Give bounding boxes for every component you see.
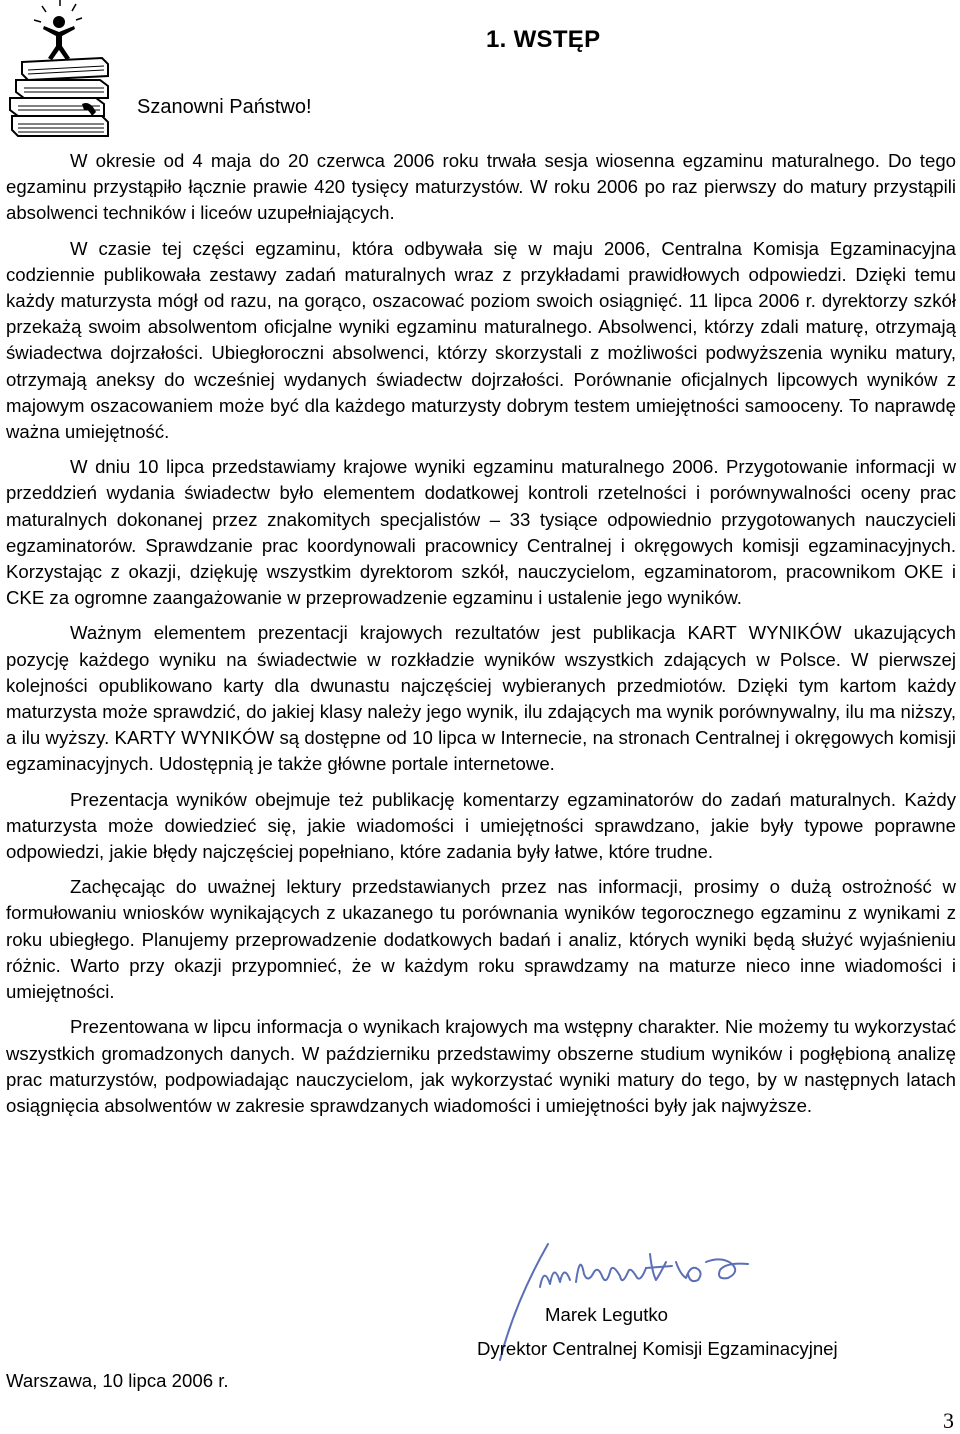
page-number: 3	[943, 1408, 954, 1433]
signature-block	[470, 1232, 940, 1372]
book-stack-figure-icon	[4, 0, 124, 142]
signer-role: Dyrektor Centralnej Komisji Egzaminacyjnej	[477, 1338, 838, 1359]
signer-name: Marek Legutko	[545, 1304, 668, 1325]
paragraph-1: W okresie od 4 maja do 20 czerwca 2006 roku trwała sesja wiosenna egzaminu maturalnego. Do tego egzaminu przystąpiło łącznie prawie 420 tysięcy maturzystów. W roku 2006 po raz pierwszy do matury przystąpili absolwenci techników i liceów uzupełniających.	[6, 150, 956, 224]
paragraph-3: W dniu 10 lipca przedstawiamy krajowe wyniki egzaminu maturalnego 2006. Przygotowanie informacji w przeddzień wydania świadectw było elementem dodatkowej kontroli rzetelności i porównywalności oceny prac maturalnych dokonanej przez znakomitych specjalistów – 33 tysiące odpowiednio przygotowanych nauczycieli egzaminatorów. Sprawdzanie prac koordynowali pracownicy Centralnej i okręgowych komisji egzaminacyjnych. Korzystając z okazji, dziękuję wszystkim dyrektorom szkół, nauczycielom, egzaminatorom, pracownikom OKE i CKE za ogromne zaangażowanie w przeprowadzenie egzaminu i ustalenie jego wyników.	[6, 456, 956, 609]
paragraph-7: Prezentowana w lipcu informacja o wynikach krajowych ma wstępny charakter. Nie możemy tu wykorzystać wszystkich gromadzonych danych. W październiku przedstawimy obszerne studium wyników i pogłębioną analizę prac maturzystów, podpowiadając nauczycielom, jak wykorzystać wyniki matury do tego, by w następnych latach osiągnięcia absolwentów w zakresie sprawdzanych wiadomości i umiejętności były jak najwyższe.	[6, 1016, 956, 1116]
greeting: Szanowni Państwo!	[137, 96, 312, 118]
page-heading: 1. WSTĘP	[486, 26, 601, 53]
letter-body	[6, 148, 956, 1128]
paragraph-6: Zachęcając do uważnej lektury przedstawianych przez nas informacji, prosimy o dużą ostrożność w formułowaniu wniosków wynikających z ukazanego tu porównania wyników tegorocznego egzaminu z wynikami z roku ubiegłego. Planujemy przeprowadzenie dodatkowych badań i analiz, których wyniki będą służyć wyjaśnieniu różnic. Warto przy okazji przypomnieć, że w każdym roku sprawdzamy na maturze nieco inne wiadomości i umiejętności.	[6, 876, 956, 1003]
paragraph-2: W czasie tej części egzaminu, która odbywała się w maju 2006, Centralna Komisja Egzaminacyjna codziennie publikowała zestawy zadań maturalnych wraz z przykładami prawidłowych odpowiedzi. Dzięki temu każdy maturzysta mógł od razu, na gorąco, oszacować poziom swoich osiągnięć. 11 lipca 2006 r. dyrektorzy szkół przekażą swoim absolwentom oficjalne wyniki egzaminu maturalnego. Absolwenci, którzy zdali maturę, otrzymają świadectwa dojrzałości. Ubiegłoroczni absolwenci, którzy skorzystali z możliwości podwyższenia wyniku matury, otrzymają aneksy do wcześniej wydanych świadectw dojrzałości. Porównanie oficjalnych lipcowych wyników z majowym oszacowaniem może być dla każdego maturzysty dobrym testem umiejętności samooceny. To naprawdę ważna umiejętność.	[6, 237, 956, 443]
paragraph-4: Ważnym elementem prezentacji krajowych rezultatów jest publikacja KART WYNIKÓW ukazujących pozycję każdego wyniku na świadectwie w rozkładzie wyników wszystkich zdających w Polsce. W pierwszej kolejności opublikowano karty dla dwunastu najczęściej wybieranych przedmiotów. Dzięki tym kartom każdy maturzysta może sprawdzić, do jakiej klasy należy jego wynik, ilu zdających ma wynik porównywalny, ilu ma niższy, a ilu wyższy. KARTY WYNIKÓW są dostępne od 10 lipca w Internecie, na stronach Centralnej i okręgowych komisji egzaminacyjnych. Udostępnią je także główne portale internetowe.	[6, 622, 956, 775]
paragraph-5: Prezentacja wyników obejmuje też publikację komentarzy egzaminatorów do zadań maturalnych. Każdy maturzysta może dowiedzieć się, jakie wiadomości i umiejętności sprawdzano, jakie były typowe poprawne odpowiedzi, jakie błędy najczęściej popełniano, które zadania były łatwe, które trudne.	[6, 788, 956, 863]
place-date: Warszawa, 10 lipca 2006 r.	[6, 1370, 229, 1391]
